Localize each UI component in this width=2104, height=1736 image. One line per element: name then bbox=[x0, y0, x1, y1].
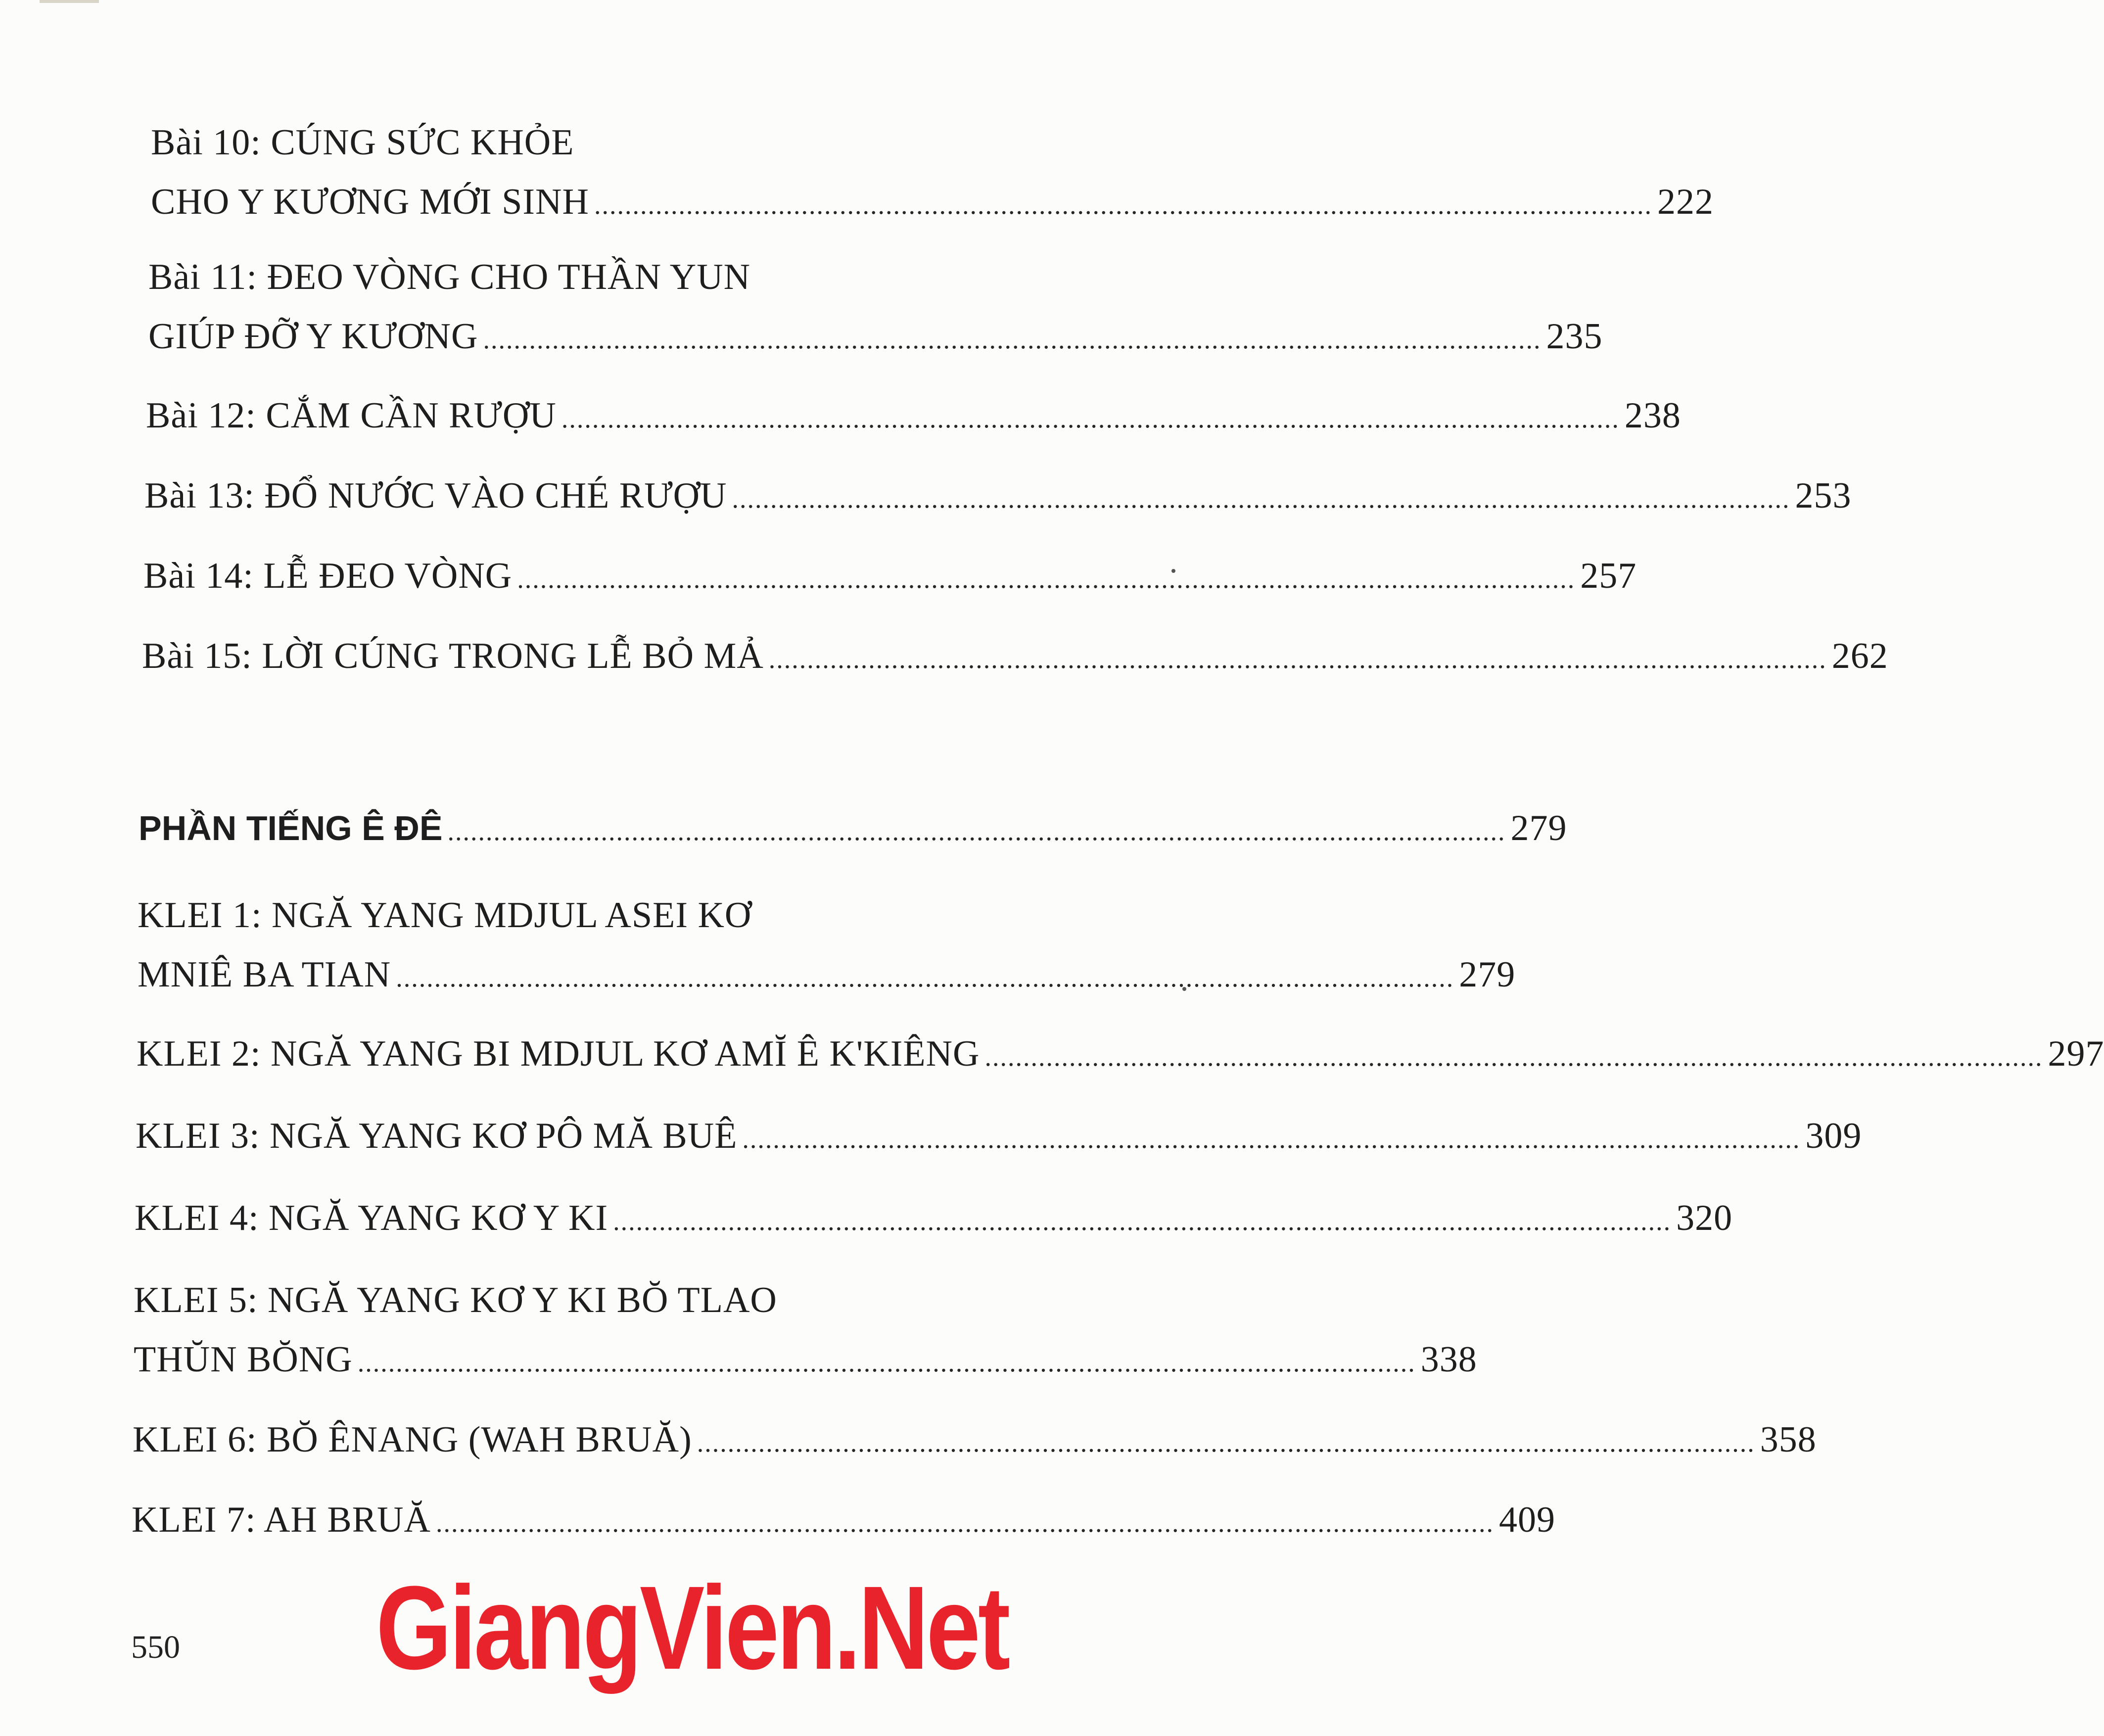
toc-entry-klei-1 bbox=[138, 886, 1516, 1004]
toc-entry-title-line1: KLEI 1: NGĂ YANG MDJUL ASEI KƠ bbox=[138, 895, 752, 936]
toc-entry-title: Bài 15: LỜI CÚNG TRONG LỄ BỎ MẢ bbox=[142, 636, 764, 676]
watermark-logo: GiangVien.Net bbox=[376, 1561, 1008, 1694]
dot-leader: .......................................................................................................................................... bbox=[768, 644, 1827, 674]
dot-leader: .......................................................................................................................................... bbox=[697, 1428, 1755, 1457]
toc-entry-title: KLEI 3: NGĂ YANG KƠ PÔ MĂ BUÊ bbox=[136, 1116, 738, 1156]
dot-leader: .......................................................................................................................................... bbox=[396, 963, 1454, 992]
dot-leader: .......................................................................................................................................... bbox=[594, 190, 1652, 220]
dot-leader: .......................................................................................................................................... bbox=[483, 325, 1542, 354]
dot-leader: .......................................................................................................................................... bbox=[447, 816, 1506, 846]
toc-page-number: 262 bbox=[1831, 636, 1888, 676]
toc-entry-title: CHO Y KƯƠNG MỚI SINH bbox=[151, 182, 589, 222]
toc-entry-title: GIÚP ĐỠ Y KƯƠNG bbox=[148, 316, 478, 357]
toc-page-number: 320 bbox=[1676, 1198, 1733, 1238]
toc-entry-bai-13 bbox=[144, 466, 1852, 525]
toc-page-number: 409 bbox=[1498, 1500, 1555, 1540]
dot-leader: .......................................................................................................................................... bbox=[517, 564, 1576, 594]
toc-entry-klei-6 bbox=[133, 1410, 1817, 1469]
toc-page-number: 297 bbox=[2048, 1033, 2104, 1074]
toc-entry-klei-2 bbox=[137, 1024, 2104, 1083]
toc-entry-bai-15 bbox=[142, 626, 1888, 686]
toc-entry-title: Bài 14: LỄ ĐEO VÒNG bbox=[143, 556, 513, 596]
toc-entry-title-line1: KLEI 5: NGĂ YANG KƠ Y KI BŎ TLAO bbox=[134, 1280, 777, 1320]
toc-page-number: 338 bbox=[1420, 1339, 1477, 1380]
toc-entry-klei-4 bbox=[135, 1188, 1733, 1248]
toc-entry-title: KLEI 4: NGĂ YANG KƠ Y KI bbox=[135, 1198, 608, 1238]
toc-page-number: 257 bbox=[1580, 556, 1637, 596]
section-title: PHẦN TIẾNG Ê ĐÊ bbox=[139, 809, 443, 847]
toc-entry-title: Bài 12: CẮM CẦN RƯỢU bbox=[146, 395, 557, 436]
page-number: 550 bbox=[131, 1629, 180, 1665]
toc-entry-klei-7 bbox=[132, 1490, 1555, 1549]
dot-leader: .......................................................................................................................................... bbox=[984, 1042, 2043, 1072]
dot-leader: .......................................................................................................................................... bbox=[732, 484, 1790, 514]
toc-page-number: 238 bbox=[1624, 395, 1681, 436]
toc-page-number: 222 bbox=[1657, 182, 1714, 222]
toc-entry-klei-3 bbox=[136, 1106, 1862, 1166]
toc-page-number: 235 bbox=[1546, 316, 1603, 357]
toc-entry-title: KLEI 7: AH BRUĂ bbox=[132, 1500, 431, 1540]
toc-page-number: 279 bbox=[1510, 808, 1567, 848]
toc-entry-title: THŬN BŎNG bbox=[134, 1339, 353, 1380]
toc-entry-title: KLEI 2: NGĂ YANG BI MDJUL KƠ AMĬ Ê K'KIÊNG bbox=[137, 1033, 980, 1074]
toc-entry-bai-11 bbox=[148, 247, 1603, 366]
toc-entry-title: Bài 13: ĐỔ NƯỚC VÀO CHÉ RƯỢU bbox=[144, 475, 727, 516]
toc-entry-klei-5 bbox=[134, 1270, 1477, 1389]
dot-leader: .......................................................................................................................................... bbox=[357, 1348, 1416, 1377]
toc-entry-title-line1: Bài 10: CÚNG SỨC KHỎE bbox=[151, 122, 574, 163]
dot-leader: .......................................................................................................................................... bbox=[561, 404, 1620, 433]
toc-page-number: 279 bbox=[1459, 954, 1516, 995]
section-heading-phan-tieng-e-de bbox=[139, 798, 1567, 858]
toc-entry-bai-10 bbox=[151, 113, 1714, 232]
scan-edge-mark bbox=[40, 0, 99, 3]
dot-leader: .......................................................................................................................................... bbox=[613, 1206, 1672, 1236]
toc-page-number: 253 bbox=[1795, 475, 1852, 516]
dot-leader: .......................................................................................................................................... bbox=[435, 1508, 1494, 1538]
toc-entry-title-line1: Bài 11: ĐEO VÒNG CHO THẦN YUN bbox=[148, 257, 751, 297]
toc-entry-title: MNIÊ BA TIAN bbox=[138, 954, 391, 995]
toc-entry-bai-12 bbox=[146, 386, 1681, 445]
dot-leader: .......................................................................................................................................... bbox=[742, 1124, 1801, 1154]
toc-page-number: 309 bbox=[1805, 1116, 1862, 1156]
toc-entry-bai-14 bbox=[143, 546, 1637, 606]
toc-entry-title: KLEI 6: BŎ ÊNANG (WAH BRUĂ) bbox=[133, 1419, 692, 1460]
toc-page-number: 358 bbox=[1760, 1419, 1817, 1460]
